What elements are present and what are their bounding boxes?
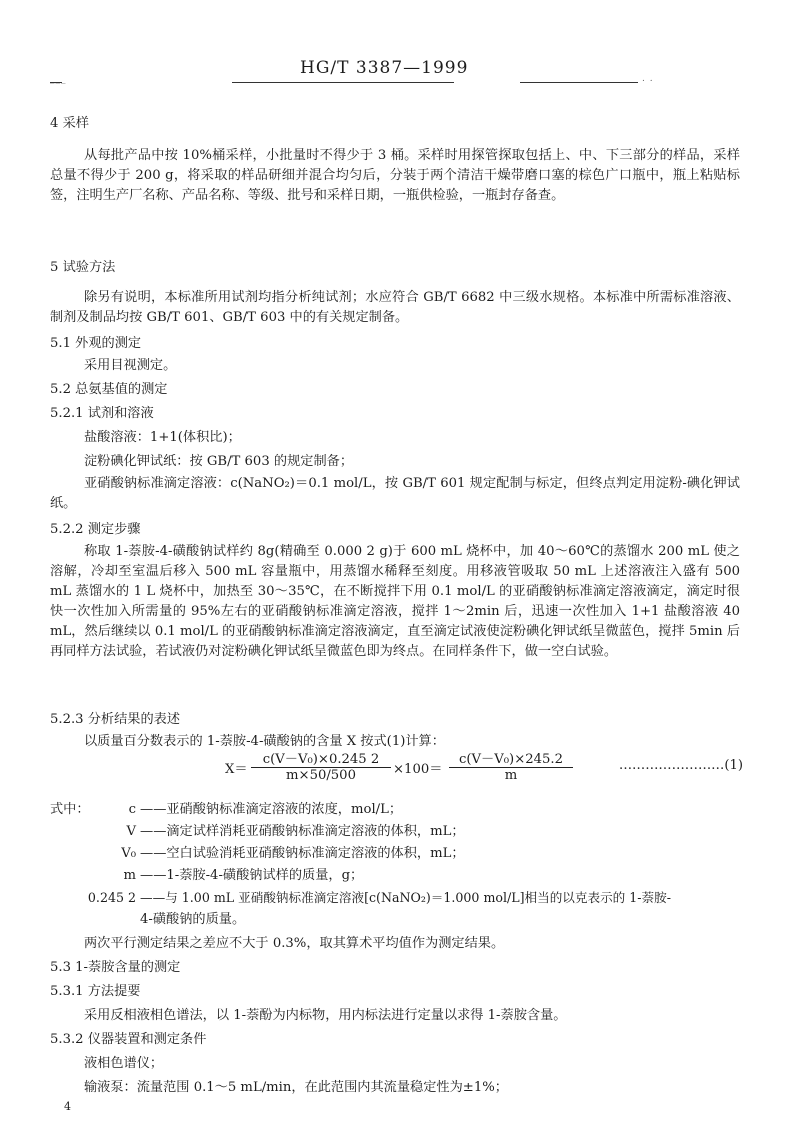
reagent-hcl: 盐酸溶液：1+1(体积比)； bbox=[84, 430, 241, 445]
formula-fraction-2 bbox=[449, 752, 573, 783]
section-5-2-2-heading: 5.2.2 测定步骤 bbox=[50, 522, 141, 537]
section-4-heading: 4 采样 bbox=[50, 116, 89, 131]
formula-lhs: X＝ bbox=[225, 762, 248, 777]
header-left-mark: ___ bbox=[50, 74, 67, 84]
formula-numerator-2: c(V－V₀)×245.2 bbox=[449, 752, 573, 768]
section-5-body: 除另有说明，本标准所用试剂均指分析纯试剂；水应符合 GB/T 6682 中三级水规格。本标准中所需标准溶液、制剂及制品均按 GB/T 601、GB/T 603 中的有关规定制备。 bbox=[50, 290, 740, 325]
header-right-mark: . . bbox=[642, 74, 654, 84]
formula-middle: ×100＝ bbox=[393, 762, 443, 777]
where-line-constant: 0.245 2 ——与 1.00 mL 亚硝酸钠标准滴定溶液[c(NaNO₂)＝1.000 mol/L]相当的以克表示的 1-萘胺- bbox=[87, 890, 671, 905]
where-line-constant-cont: 4-磺酸钠的质量。 bbox=[140, 912, 246, 927]
section-4-body: 从每批产品中按 10%桶采样，小批量时不得少于 3 桶。采样时用探管探取包括上、中、下三部分的样品，采样总量不得少于 200 g，将采取的样品研细并混合均匀后，分装于两个清洁干燥带磨口塞的棕色广口瓶中，瓶上粘贴标签，注明生产厂名称、产品名称、等级、批号和采样日期，一瓶供检验，一瓶封存备查。 bbox=[50, 148, 740, 203]
page-number: 4 bbox=[64, 1100, 71, 1113]
reagent-starch-paper: 淀粉碘化钾试纸：按 GB/T 603 的规定制备； bbox=[84, 454, 354, 469]
header-rule-right bbox=[520, 82, 638, 83]
section-5-2-2-body: 称取 1-萘胺-4-磺酸钠试样约 8g(精确至 0.000 2 g)于 600 mL 烧杯中，加 40～60℃的蒸馏水 200 mL 使之溶解，冷却至室温后移入 500 mL 容量瓶中，用蒸馏水稀释至刻度。用移液管吸取 50 mL 上述溶液注入盛有 500 mL 蒸馏水的 1 L 烧杯中，加热至 30～35℃，在不断搅拌下用 0.1 mol/L 的亚硝酸钠标准滴定溶液滴定，滴定时很快一次性加入所需量的 95%左右的亚硝酸钠标准滴定溶液，搅拌 1～2min 后，迅速一次性加入 1+1 盐酸溶液 40 mL，然后继续以 0.1 mol/L 的亚硝酸钠标准滴定溶液滴定，直至滴定试液使淀粉碘化钾试纸呈微蓝色，搅拌 5min 后再同样方法试验，若试液仍对淀粉碘化钾试纸呈微蓝色即为终点。在同样条件下，做一空白试验。 bbox=[50, 544, 740, 659]
formula-numerator-1: c(V－V₀)×0.245 2 bbox=[251, 752, 391, 768]
where-label: 式中： bbox=[50, 802, 90, 817]
reagent-nitrite-solution: 亚硝酸钠标准滴定溶液：c(NaNO₂)＝0.1 mol/L，按 GB/T 601 规定配制与标定，但终点判定用淀粉-碘化钾试纸。 bbox=[50, 476, 740, 511]
formula-number: ……………………(1) bbox=[618, 758, 743, 773]
section-5-2-1-heading: 5.2.1 试剂和溶液 bbox=[50, 406, 154, 421]
section-5-1-heading: 5.1 外观的测定 bbox=[50, 336, 142, 351]
section-5-3-2-heading: 5.3.2 仪器装置和测定条件 bbox=[50, 1032, 207, 1047]
header-rule-center bbox=[232, 82, 454, 83]
standard-number: HG/T 3387—1999 bbox=[300, 58, 469, 78]
section-5-3-1-heading: 5.3.1 方法提要 bbox=[50, 984, 141, 999]
formula-fraction-1 bbox=[251, 752, 391, 783]
formula-denominator-2: m bbox=[504, 768, 518, 783]
formula-denominator-1: m×50/500 bbox=[286, 768, 356, 783]
section-5-2-heading: 5.2 总氨基值的测定 bbox=[50, 382, 168, 397]
section-5-3-1-body: 采用反相液相色谱法，以 1-萘酚为内标物，用内标法进行定量以求得 1-萘胺含量。 bbox=[84, 1008, 567, 1023]
instrument-lc: 液相色谱仪； bbox=[84, 1056, 164, 1071]
section-5-1-body: 采用目视测定。 bbox=[84, 358, 177, 373]
section-5-heading: 5 试验方法 bbox=[50, 260, 116, 275]
result-precision-note: 两次平行测定结果之差应不大于 0.3%，取其算术平均值作为测定结果。 bbox=[84, 936, 505, 951]
instrument-pump: 输液泵：流量范围 0.1～5 mL/min，在此范围内其流量稳定性为±1%； bbox=[84, 1080, 508, 1095]
running-header bbox=[0, 54, 800, 94]
where-line-c: c ——亚硝酸钠标准滴定溶液的浓度，mol/L； bbox=[128, 802, 403, 817]
formula-intro: 以质量百分数表示的 1-萘胺-4-磺酸钠的含量 X 按式(1)计算： bbox=[84, 734, 445, 749]
where-line-v0: V₀ ——空白试验消耗亚硝酸钠标准滴定溶液的体积，mL； bbox=[121, 846, 465, 861]
where-line-v: V ——滴定试样消耗亚硝酸钠标准滴定溶液的体积，mL； bbox=[126, 824, 465, 839]
where-line-m: m ——1-萘胺-4-磺酸钠试样的质量，g； bbox=[123, 868, 364, 883]
formula-1 bbox=[225, 752, 755, 782]
section-5-2-3-heading: 5.2.3 分析结果的表述 bbox=[50, 712, 181, 727]
section-5-3-heading: 5.3 1-萘胺含量的测定 bbox=[50, 960, 181, 975]
